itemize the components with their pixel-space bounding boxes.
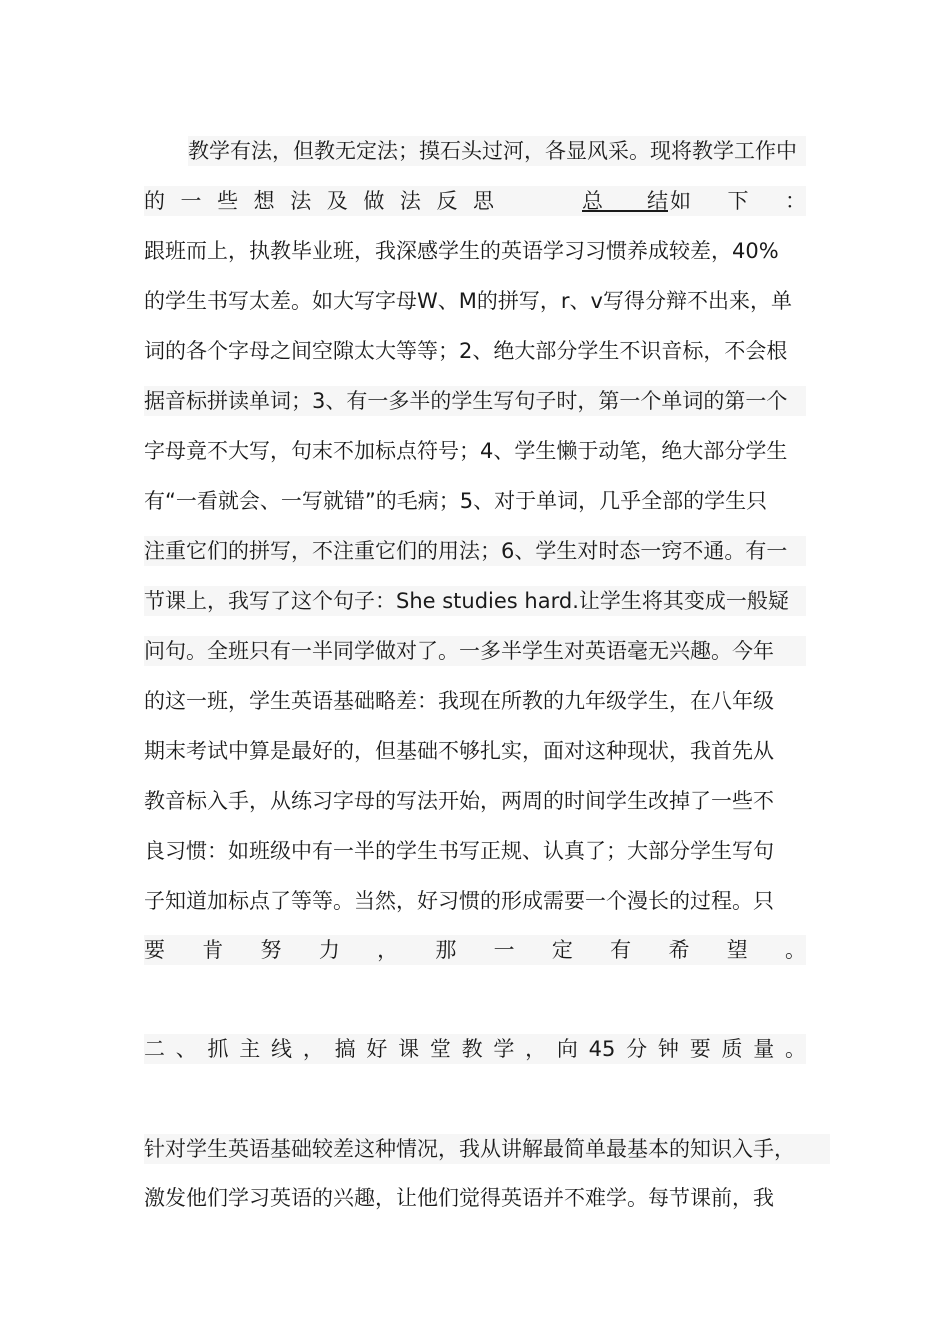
paragraph-line: 据音标拼读单词；3、有一多半的学生写句子时，第一个单词的第一个 (144, 386, 806, 416)
section-heading: 二、抓主线，搞好课堂教学，向45分钟要质量。 (144, 1034, 806, 1064)
paragraph-line: 教学有法，但教无定法；摸石头过河，各显风采。现将教学工作中 (188, 136, 806, 166)
paragraph-line: 注重它们的拼写，不注重它们的用法；6、学生对时态一窍不通。有一 (144, 536, 806, 566)
paragraph-line: 跟班而上，执教毕业班，我深感学生的英语学习习惯养成较差，40% (144, 239, 779, 263)
paragraph-line: 节课上，我写了这个句子：She studies hard.让学生将其变成一般疑 (144, 586, 806, 616)
paragraph-line: 教音标入手，从练习字母的写法开始，两周的时间学生改掉了一些不 (144, 789, 774, 813)
underlined-word: 总结 (582, 189, 668, 213)
paragraph-line: 字母竟不大写，句末不加标点符号；4、学生懒于动笔，绝大部分学生 (144, 439, 788, 463)
paragraph-line: 有“一看就会、一写就错”的毛病；5、对于单词，几乎全部的学生只 (144, 489, 768, 513)
line-segment: 如下： (670, 189, 806, 213)
line-segment: 的一些想法及做法反思 (144, 189, 494, 213)
paragraph-line: 问句。全班只有一半同学做对了。一多半学生对英语毫无兴趣。今年 (144, 636, 806, 666)
paragraph-line: 词的各个字母之间空隙太大等等；2、绝大部分学生不识音标，不会根 (144, 339, 788, 363)
paragraph-line: 激发他们学习英语的兴趣，让他们觉得英语并不难学。每节课前，我 (144, 1186, 774, 1210)
paragraph-line (144, 186, 806, 216)
paragraph-line: 子知道加标点了等等。当然，好习惯的形成需要一个漫长的过程。只 (144, 889, 774, 913)
paragraph-line: 的学生书写太差。如大写字母W、M的拼写，r、v写得分辩不出来，单 (144, 289, 792, 313)
paragraph-line: 针对学生英语基础较差这种情况，我从讲解最简单最基本的知识入手， (144, 1134, 830, 1164)
paragraph-line: 期末考试中算是最好的，但基础不够扎实，面对这种现状，我首先从 (144, 739, 774, 763)
paragraph-line: 要肯努力，那一定有希望。 (144, 935, 806, 965)
paragraph-line: 良习惯：如班级中有一半的学生书写正规、认真了；大部分学生写句 (144, 839, 774, 863)
paragraph-line: 的这一班，学生英语基础略差：我现在所教的九年级学生，在八年级 (144, 689, 774, 713)
